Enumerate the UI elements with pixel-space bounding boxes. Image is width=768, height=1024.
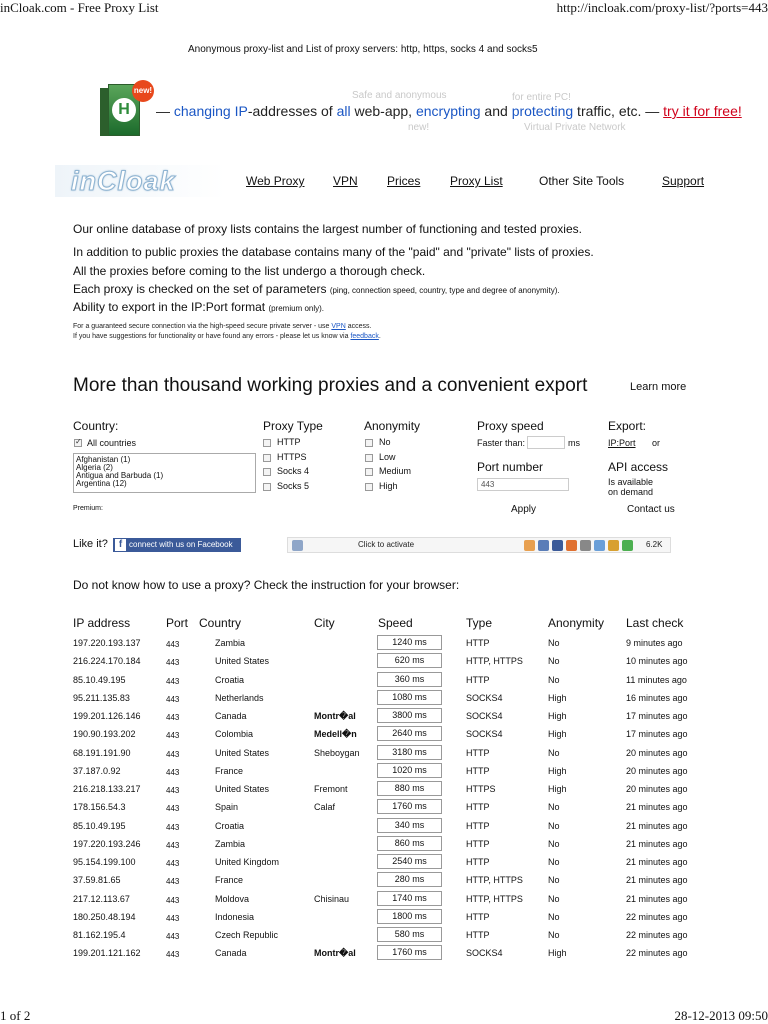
new-badge: new! <box>132 80 154 102</box>
cell-city: Medell�n <box>314 729 357 740</box>
cell-type: SOCKS4 <box>466 711 503 721</box>
country-listbox[interactable] <box>73 453 256 493</box>
cell-type: HTTP <box>466 802 490 813</box>
cell-ip: 216.224.170.184 <box>73 656 141 667</box>
th-port[interactable]: Port <box>166 616 189 630</box>
cell-anon: No <box>548 638 560 648</box>
cell-anon: No <box>548 656 560 667</box>
cell-ip: 81.162.195.4 <box>73 930 126 940</box>
cell-type: SOCKS4 <box>466 692 503 703</box>
cell-speed: 2640 ms <box>377 726 442 741</box>
cell-speed: 860 ms <box>377 836 442 851</box>
cell-port: 443 <box>166 913 180 923</box>
cell-ip: 85.10.49.195 <box>73 820 126 831</box>
cell-type: SOCKS4 <box>466 948 503 959</box>
vpn-link[interactable]: VPN <box>331 323 346 330</box>
anon-option-label: No <box>379 437 391 447</box>
share-icon <box>580 540 591 551</box>
cell-speed: 3180 ms <box>377 745 442 760</box>
cell-type: HTTP <box>466 930 490 940</box>
cell-port: 443 <box>166 658 180 668</box>
country-option[interactable]: Antigua and Barbuda (1) <box>76 471 164 480</box>
api-note: on demand <box>608 487 654 497</box>
cell-country: Spain <box>215 802 239 813</box>
country-label: Country: <box>73 419 119 433</box>
cell-type: HTTP <box>466 674 490 685</box>
cell-last: 21 minutes ago <box>626 893 688 904</box>
howto-text: Do not know how to use a proxy? Check the instruction for your browser: <box>73 578 460 592</box>
cell-anon: No <box>548 674 560 685</box>
all-countries-label: All countries <box>87 438 137 448</box>
cell-anon: High <box>548 765 567 776</box>
social-share-bar[interactable] <box>287 537 671 553</box>
cell-port: 443 <box>166 859 180 868</box>
ms-label: ms <box>568 438 580 448</box>
cell-speed: 1760 ms <box>377 945 442 960</box>
cell-ip: 197.220.193.246 <box>73 838 141 849</box>
desc-line: Our online database of proxy lists contains the largest number of functioning and tested proxies. <box>73 222 582 236</box>
th-city[interactable]: City <box>314 616 335 630</box>
country-option[interactable]: Afghanistan (1) <box>76 455 131 464</box>
share-icon <box>538 540 549 551</box>
th-ip[interactable]: IP address <box>73 616 131 630</box>
cell-port: 443 <box>166 950 180 960</box>
all-countries-checkbox[interactable] <box>74 439 82 447</box>
cell-type: HTTP <box>466 765 490 776</box>
main-heading: More than thousand working proxies and a convenient export <box>73 375 588 396</box>
like-icon <box>292 540 303 551</box>
vpn-note: For a guaranteed secure connection via the high-speed secure private server - use VPN access. <box>73 323 372 330</box>
premium-label: Premium: <box>73 505 103 512</box>
cell-speed: 1740 ms <box>377 891 442 906</box>
cell-type: HTTP, HTTPS <box>466 893 523 904</box>
cell-country: Croatia <box>215 820 245 831</box>
cell-city: Chisinau <box>314 893 350 904</box>
cell-country: Moldova <box>215 893 250 904</box>
export-ipport-link[interactable]: IP:Port <box>608 438 636 448</box>
cell-speed: 3800 ms <box>377 708 442 723</box>
desc-line: In addition to public proxies the database contains many of the "paid" and "private" lists of proxies. <box>73 245 594 259</box>
cell-speed: 620 ms <box>377 653 442 668</box>
cell-speed: 880 ms <box>377 781 442 796</box>
cell-city: Fremont <box>314 784 348 794</box>
cell-ip: 190.90.193.202 <box>73 729 136 740</box>
export-or: or <box>652 438 661 448</box>
th-type[interactable]: Type <box>466 616 493 630</box>
cell-country: France <box>215 875 244 886</box>
cell-type: HTTP <box>466 911 490 922</box>
anon-medium-checkbox[interactable] <box>365 468 373 476</box>
share-icon <box>524 540 535 551</box>
cell-ip: 197.220.193.137 <box>73 638 141 648</box>
cell-ip: 216.218.133.217 <box>73 784 141 794</box>
vpn-banner[interactable] <box>100 80 740 138</box>
cell-type: HTTP <box>466 820 490 831</box>
cell-last: 22 minutes ago <box>626 911 688 922</box>
cell-country: France <box>215 765 244 776</box>
type-option-label: HTTPS <box>277 452 307 462</box>
cell-anon: High <box>548 948 567 959</box>
share-icon <box>622 540 633 551</box>
cell-anon: No <box>548 820 560 831</box>
cell-country: United Kingdom <box>215 857 280 867</box>
cell-port: 443 <box>166 731 180 741</box>
cell-speed: 280 ms <box>377 872 442 887</box>
click-to-activate[interactable]: Click to activate <box>358 540 415 549</box>
th-country[interactable]: Country <box>199 616 242 630</box>
cell-last: 9 minutes ago <box>626 638 683 648</box>
th-last-check[interactable]: Last check <box>626 616 684 630</box>
cell-country: United States <box>215 747 270 758</box>
cell-speed: 2540 ms <box>377 854 442 869</box>
anon-option-label: Medium <box>379 466 412 476</box>
cell-ip: 199.201.126.146 <box>73 711 141 721</box>
cell-last: 17 minutes ago <box>626 729 688 740</box>
cell-last: 17 minutes ago <box>626 711 688 721</box>
country-option[interactable]: Algeria (2) <box>76 463 113 472</box>
anon-option-label: High <box>379 481 398 491</box>
share-icon <box>594 540 605 551</box>
facebook-icon: f <box>115 539 126 551</box>
api-label: API access <box>608 460 669 474</box>
port-label: Port number <box>477 460 544 474</box>
cell-type: HTTP <box>466 838 490 849</box>
share-count: 6.2K <box>646 540 663 549</box>
cell-port: 443 <box>166 877 180 887</box>
cell-country: Croatia <box>215 674 245 685</box>
cell-anon: No <box>548 857 560 867</box>
proxy-type-label: Proxy Type <box>263 419 323 433</box>
cell-type: HTTP <box>466 857 490 867</box>
cell-speed: 1080 ms <box>377 690 442 705</box>
cell-last: 22 minutes ago <box>626 930 688 940</box>
like-it-label: Like it? <box>73 538 108 550</box>
type-option-label: Socks 5 <box>277 481 310 491</box>
share-icon <box>566 540 577 551</box>
incloak-logo[interactable]: inCloak <box>55 165 225 197</box>
desc-line: Ability to export in the IP:Port format (premium only). <box>73 300 325 314</box>
cell-city: Montr�al <box>314 948 356 959</box>
cell-port: 443 <box>166 932 180 941</box>
cell-country: Colombia <box>215 729 254 740</box>
cell-anon: High <box>548 729 567 740</box>
export-label: Export: <box>608 419 647 433</box>
cell-port: 443 <box>166 895 180 905</box>
cell-anon: High <box>548 784 567 794</box>
cell-last: 20 minutes ago <box>626 747 688 758</box>
cell-country: Zambia <box>215 838 246 849</box>
anon-no-checkbox[interactable] <box>365 439 373 447</box>
cell-type: HTTP, HTTPS <box>466 656 523 667</box>
print-date: 28-12-2013 09:50 <box>674 1008 768 1023</box>
th-anonymity[interactable]: Anonymity <box>548 616 605 630</box>
cell-ip: 95.211.135.83 <box>73 692 130 703</box>
port-input[interactable]: 443 <box>477 478 569 491</box>
cell-port: 443 <box>166 786 180 795</box>
cell-anon: High <box>548 711 567 721</box>
type-socks4-checkbox[interactable] <box>263 468 271 476</box>
cell-last: 10 minutes ago <box>626 656 688 667</box>
desc-line: Each proxy is checked on the set of parameters (ping, connection speed, country, type and degree of anonymity). <box>73 282 560 296</box>
cell-country: Canada <box>215 948 247 959</box>
contact-us-link[interactable]: Contact us <box>627 504 675 515</box>
cell-port: 443 <box>166 804 180 814</box>
cell-anon: No <box>548 747 560 758</box>
cell-last: 11 minutes ago <box>626 674 687 685</box>
cell-type: HTTPS <box>466 784 496 794</box>
facebook-connect-button[interactable]: f connect with us on Facebook <box>113 538 241 552</box>
cell-city: Calaf <box>314 802 336 813</box>
type-http-checkbox[interactable] <box>263 439 271 447</box>
intro-title: Anonymous proxy-list and List of proxy servers: http, https, socks 4 and socks5 <box>188 44 538 55</box>
banner-ghost-text: Safe and anonymous <box>352 90 447 101</box>
cell-speed: 340 ms <box>377 818 442 833</box>
anonymity-label: Anonymity <box>364 419 421 433</box>
type-socks5-checkbox[interactable] <box>263 483 271 491</box>
speed-label: Proxy speed <box>477 419 544 433</box>
cell-ip: 95.154.199.100 <box>73 857 136 867</box>
cell-anon: No <box>548 838 560 849</box>
cell-type: HTTP, HTTPS <box>466 875 523 886</box>
try-free-link[interactable]: try it for free! <box>663 103 742 119</box>
cell-ip: 217.12.113.67 <box>73 893 130 904</box>
cell-country: Czech Republic <box>215 930 279 940</box>
learn-more-link[interactable]: Learn more <box>630 381 687 393</box>
cell-anon: No <box>548 802 560 813</box>
cell-last: 22 minutes ago <box>626 948 688 959</box>
cell-port: 443 <box>166 767 180 777</box>
cell-last: 20 minutes ago <box>626 765 688 776</box>
faster-than-label: Faster than: <box>477 438 526 448</box>
share-icon <box>552 540 563 551</box>
cell-port: 443 <box>166 840 180 850</box>
cell-type: HTTP <box>466 638 490 648</box>
cell-ip: 178.156.54.3 <box>73 802 126 813</box>
cell-country: United States <box>215 656 270 667</box>
api-note: Is available <box>608 477 654 487</box>
banner-ghost-text: for entire PC! <box>512 92 571 103</box>
cell-port: 443 <box>166 640 180 649</box>
cell-port: 443 <box>166 822 180 832</box>
cell-last: 21 minutes ago <box>626 838 688 849</box>
cell-last: 21 minutes ago <box>626 875 688 886</box>
share-icon <box>608 540 619 551</box>
cell-ip: 199.201.121.162 <box>73 948 141 959</box>
nav-web-proxy[interactable]: Web Proxy <box>246 174 305 188</box>
print-title: inCloak.com - Free Proxy List <box>0 0 159 15</box>
print-page-number: 1 of 2 <box>0 1008 31 1023</box>
country-option[interactable]: Argentina (12) <box>76 479 127 488</box>
cell-type: HTTP <box>466 747 490 758</box>
table-row[interactable] <box>0 948 768 966</box>
cell-speed: 1020 ms <box>377 763 442 778</box>
desc-line: All the proxies before coming to the list undergo a thorough check. <box>73 264 426 278</box>
cell-ip: 68.191.191.90 <box>73 747 131 758</box>
cell-port: 443 <box>166 676 180 686</box>
cell-anon: High <box>548 692 567 703</box>
cell-country: Indonesia <box>215 911 255 922</box>
speed-input[interactable] <box>527 436 565 449</box>
cell-city: Sheboygan <box>314 747 360 758</box>
cell-port: 443 <box>166 694 180 704</box>
banner-ghost-text: Virtual Private Network <box>524 122 626 133</box>
cell-country: United States <box>215 784 270 794</box>
cell-speed: 1760 ms <box>377 799 442 814</box>
cell-speed: 360 ms <box>377 672 442 687</box>
cell-anon: No <box>548 893 560 904</box>
cell-country: Zambia <box>215 638 246 648</box>
apply-button[interactable]: Apply <box>511 504 537 515</box>
cell-anon: No <box>548 911 560 922</box>
cell-speed: 1240 ms <box>377 635 442 650</box>
nav-prices[interactable]: Prices <box>387 174 421 188</box>
cell-last: 20 minutes ago <box>626 784 688 794</box>
cell-last: 21 minutes ago <box>626 857 688 867</box>
cell-port: 443 <box>166 713 180 722</box>
th-speed[interactable]: Speed <box>378 616 413 630</box>
feedback-link[interactable]: feedback <box>350 333 379 340</box>
cell-speed: 580 ms <box>377 927 442 942</box>
anon-option-label: Low <box>379 452 396 462</box>
nav-other-tools[interactable]: Other Site Tools <box>539 174 625 188</box>
type-option-label: Socks 4 <box>277 466 310 476</box>
cell-country: Canada <box>215 711 247 721</box>
cell-last: 21 minutes ago <box>626 802 688 813</box>
nav-support[interactable]: Support <box>662 174 705 188</box>
nav-proxy-list[interactable]: Proxy List <box>450 174 503 188</box>
cell-type: SOCKS4 <box>466 729 503 740</box>
cell-speed: 1800 ms <box>377 909 442 924</box>
type-option-label: HTTP <box>277 437 301 447</box>
anon-high-checkbox[interactable] <box>365 483 373 491</box>
banner-tagline: — changing IP-addresses of all web-app, encrypting and protecting traffic, etc. — try it for free! <box>156 103 742 119</box>
feedback-note: If you have suggestions for functionality or have found any errors - please let us know via feedback. <box>73 333 381 340</box>
cell-anon: No <box>548 875 560 886</box>
type-https-checkbox[interactable] <box>263 454 271 462</box>
cell-last: 16 minutes ago <box>626 692 688 703</box>
print-url: http://incloak.com/proxy-list/?ports=443 <box>556 0 768 15</box>
software-box-icon: H new! <box>100 84 144 138</box>
anon-low-checkbox[interactable] <box>365 454 373 462</box>
banner-ghost-text: new! <box>408 122 430 133</box>
cell-ip: 180.250.48.194 <box>73 911 136 922</box>
cell-city: Montr�al <box>314 711 356 721</box>
cell-port: 443 <box>166 749 180 759</box>
cell-last: 21 minutes ago <box>626 820 688 831</box>
cell-ip: 37.59.81.65 <box>73 875 121 886</box>
cell-ip: 37.187.0.92 <box>73 765 121 776</box>
nav-vpn[interactable]: VPN <box>333 174 358 188</box>
cell-ip: 85.10.49.195 <box>73 674 126 685</box>
cell-anon: No <box>548 930 560 940</box>
cell-country: Netherlands <box>215 692 264 703</box>
